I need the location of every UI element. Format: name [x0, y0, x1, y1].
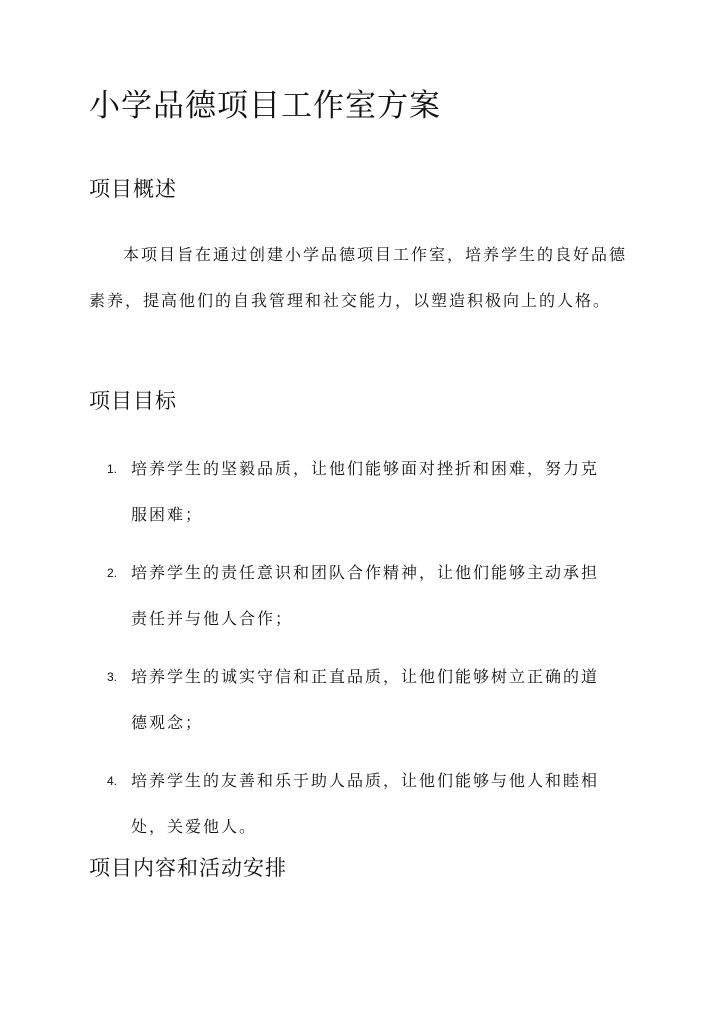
goal-number: 4.: [107, 774, 118, 788]
section-heading-content: 项目内容和活动安排: [89, 856, 287, 880]
goal-item: [0, 758, 611, 850]
goal-item: [0, 654, 611, 746]
goal-text: 培养学生的责任意识和团队合作精神，让他们能够主动承担责任并与他人合作；: [131, 563, 600, 628]
goal-list: [0, 446, 720, 862]
goal-number: 2.: [107, 566, 118, 580]
goal-number: 3.: [107, 670, 118, 684]
goal-item: [0, 446, 611, 538]
goal-number: 1.: [107, 462, 118, 476]
goal-item: [0, 550, 611, 642]
goal-text: 培养学生的友善和乐于助人品质，让他们能够与他人和睦相处，关爱他人。: [131, 771, 600, 836]
goal-text: 培养学生的坚毅品质，让他们能够面对挫折和困难，努力克服困难；: [131, 459, 600, 524]
document-title: 小学品德项目工作室方案: [89, 88, 441, 124]
section-heading-overview: 项目概述: [89, 177, 177, 201]
overview-paragraph: 本项目旨在通过创建小学品德项目工作室，培养学生的良好品德素养，提高他们的自我管理和社交能力，以塑造积极向上的人格。: [89, 245, 628, 310]
section-heading-goals: 项目目标: [89, 389, 177, 413]
goal-text: 培养学生的诚实守信和正直品质，让他们能够树立正确的道德观念；: [131, 667, 600, 732]
